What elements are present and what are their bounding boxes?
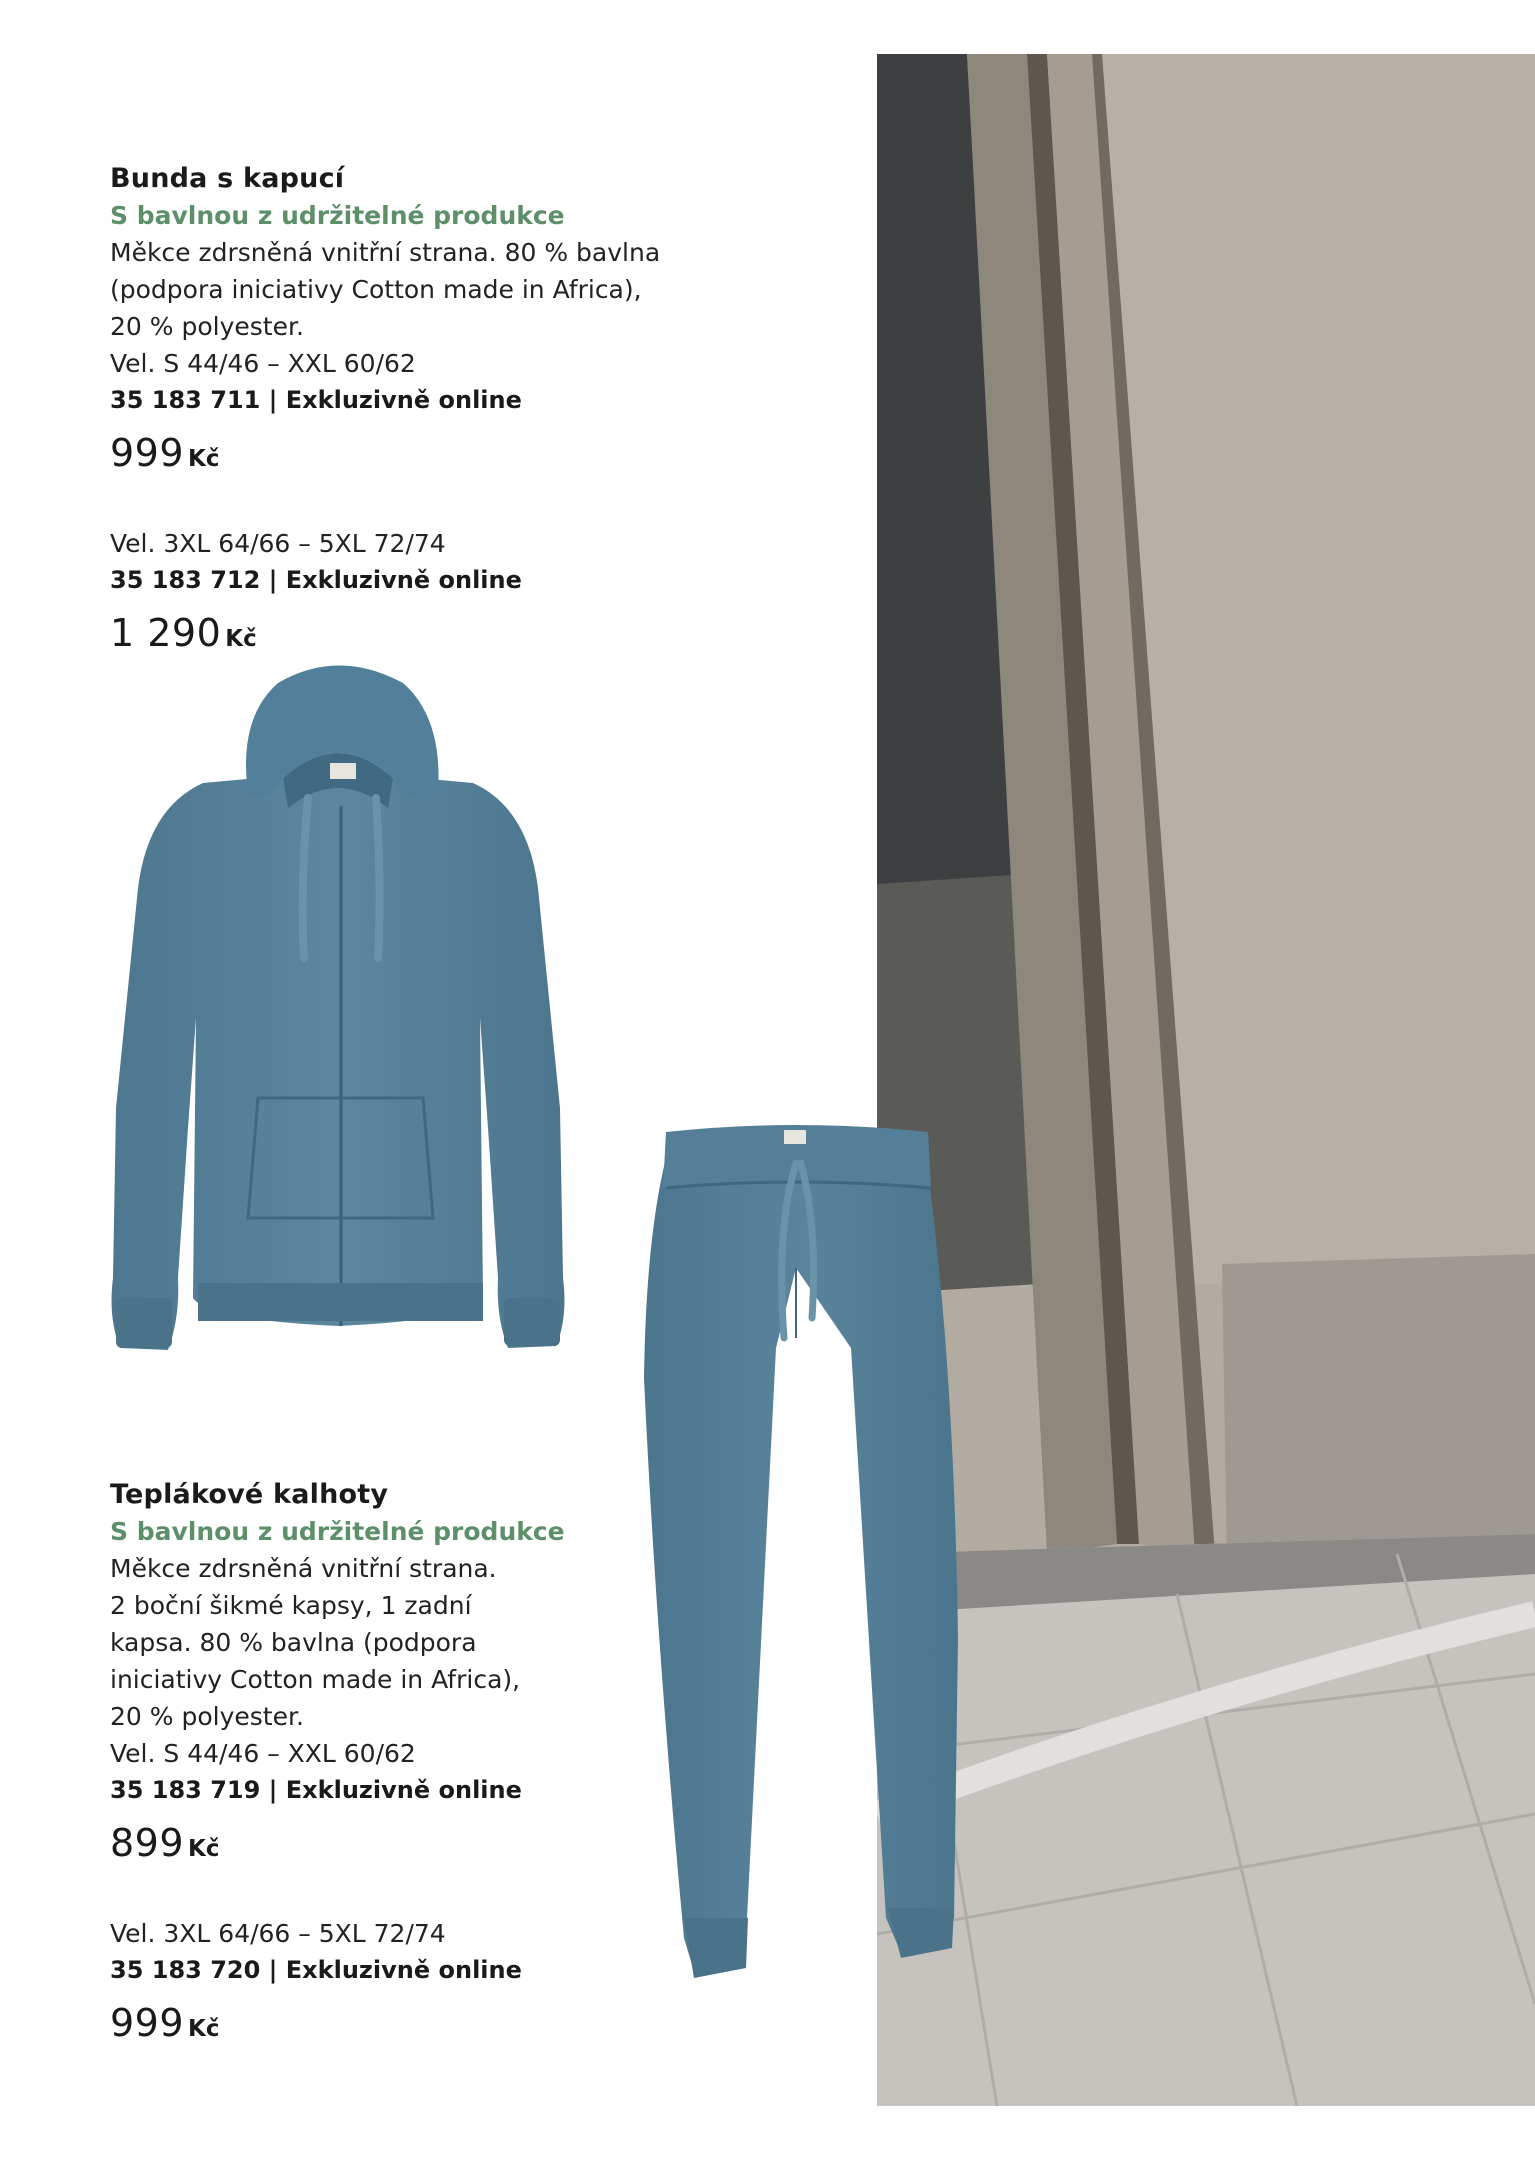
product-description-line: iniciativy Cotton made in Africa), — [110, 1665, 521, 1694]
variant-price — [110, 431, 810, 481]
price-value: 899 — [110, 1821, 185, 1865]
variant-sizes: Vel. 3XL 64/66 – 5XL 72/74 — [110, 529, 446, 558]
variant-price — [110, 611, 810, 661]
variant-code: 35 183 712 | Exkluzivně online — [110, 566, 522, 594]
product-description-line: Měkce zdrsněná vnitřní strana. — [110, 1554, 497, 1583]
product-description-line: Měkce zdrsněná vnitřní strana. 80 % bavlna — [110, 238, 661, 267]
product-description-line: 2 boční šikmé kapsy, 1 zadní — [110, 1591, 472, 1620]
product-description-line: kapsa. 80 % bavlna (podpora — [110, 1628, 477, 1657]
price-currency: Kč — [188, 2016, 220, 2042]
variant-code: 35 183 720 | Exkluzivně online — [110, 1956, 522, 1984]
variant-sizes: Vel. 3XL 64/66 – 5XL 72/74 — [110, 1919, 446, 1948]
product-title: Teplákové kalhoty — [110, 1479, 389, 1510]
variant-price — [110, 2001, 810, 2051]
variant-sizes: Vel. S 44/46 – XXL 60/62 — [110, 1739, 416, 1768]
price-currency: Kč — [188, 1836, 220, 1862]
product-description-line: 20 % polyester. — [110, 1702, 304, 1731]
product-title: Bunda s kapucí — [110, 163, 345, 194]
product-subtitle: S bavlnou z udržitelné produkce — [110, 1517, 565, 1546]
price-value: 999 — [110, 2001, 185, 2045]
product-subtitle: S bavlnou z udržitelné produkce — [110, 201, 565, 230]
price-value: 1 290 — [110, 611, 222, 655]
lifestyle-photo — [877, 54, 1535, 2106]
sweatpants-image — [636, 1118, 960, 1996]
variant-code: 35 183 719 | Exkluzivně online — [110, 1776, 522, 1804]
product-description-line: 20 % polyester. — [110, 312, 304, 341]
product-hoodie — [110, 160, 810, 661]
price-value: 999 — [110, 431, 185, 475]
price-currency: Kč — [188, 446, 220, 472]
hoodie-image — [108, 658, 568, 1383]
product-description-line: (podpora iniciativy Cotton made in Africa), — [110, 275, 642, 304]
variant-code: 35 183 711 | Exkluzivně online — [110, 386, 522, 414]
variant-sizes: Vel. S 44/46 – XXL 60/62 — [110, 349, 416, 378]
price-currency: Kč — [225, 626, 257, 652]
